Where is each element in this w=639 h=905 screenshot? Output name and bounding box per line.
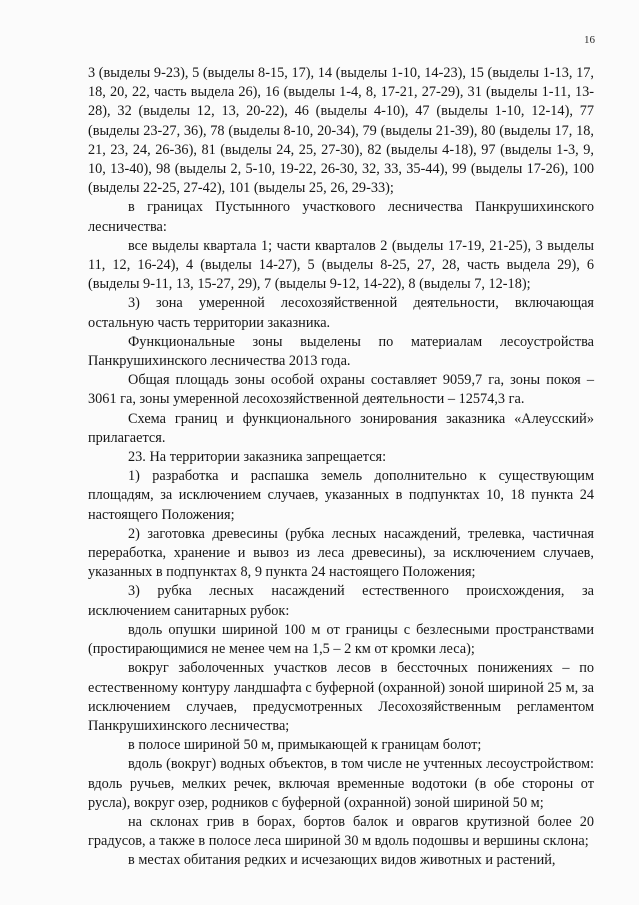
paragraph: вдоль (вокруг) водных объектов, в том числе не учтенных лесоустройством: вдоль ручьев, мелких речек, включая временные водотоки (в обе стороны от русла), вокруг озер, родников с буферной (охранной) зоной шириной 50 м; [88,756,594,811]
paragraph: 3) рубка лесных насаждений естественного происхождения, за исключением санитарных рубок: [88,583,594,619]
paragraph: 23. На территории заказника запрещается: [128,449,387,466]
paragraph: 3) зона умеренной лесохозяйственной деятельности, включающая остальную часть территории заказника. [88,295,594,331]
document-body [88,64,594,871]
paragraph: все выделы квартала 1; части кварталов 2 (выделы 17-19, 21-25), 3 выделы 11, 12, 16-24), 4 (выделы 14-27), 5 (выделы 8-25, 27, 28, часть выдела 29), 6 (выделы 9-11, 13, 15-27, 29), 7 (выделы 9-12, 14-22), 8 (выделы 7, 12-18); [88,237,594,293]
paragraph: Схема границ и функционального зонирования заказника «Алеусский» прилагается. [88,410,594,446]
paragraph: вдоль опушки шириной 100 м от границы с безлесными пространствами (простирающимися не менее чем на 1,5 – 2 км от кромки леса); [88,621,594,658]
paragraph: вокруг заболоченных участков лесов в бессточных понижениях – по естественному контуру ландшафта с буферной (охранной) зоной шириной 25 м, за исключением случаев, предусмотренных Лесохозяйственным регламентом Панкрушихинского лесничества; [88,660,594,734]
paragraph: 2) заготовка древесины (рубка лесных насаждений, трелевка, частичная переработка, хранение и вывоз из леса древесины), за исключением случаев, указанных в подпунктах 8, 9 пункта 24 настоящего Положения; [88,525,594,581]
paragraph: в местах обитания редких и исчезающих видов животных и растений, [128,852,556,869]
paragraph: Общая площадь зоны особой охраны составляет 9059,7 га, зоны покоя – 3061 га, зоны умеренной лесохозяйственной деятельности – 12574,3 га. [88,372,594,408]
paragraph: Функциональные зоны выделены по материалам лесоустройства Панкрушихинского лесничества 2013 года. [88,333,594,370]
paragraph: на склонах грив в борах, бортов балок и оврагов крутизной более 20 градусов, а также в полосе леса шириной 30 м вдоль подошвы и вершины склона; [88,813,594,850]
paragraph: в границах Пустынного участкового лесничества Панкрушихинского лесничества: [88,199,594,235]
paragraph: в полосе шириной 50 м, примыкающей к границам болот; [128,737,482,754]
page-number: 16 [584,34,595,46]
paragraph: 1) разработка и распашка земель дополнительно к существующим площадям, за исключением случаев, указанных в подпунктах 10, 18 пункта 24 настоящего Положения; [88,468,594,523]
paragraph: 3 (выделы 9-23), 5 (выделы 8-15, 17), 14 (выделы 1-10, 14-23), 15 (выделы 1-13, 17, 18, 20, 22, часть выдела 26), 16 (выделы 1-4, 8, 17-21, 27-29), 31 (выделы 1-11, 13-28), 32 (выделы 12, 13, 20-22), 46 (выделы 4-10), 47 (выделы 1-10, 12-14), 77 (выделы 23-27, 36), 78 (выделы 8-10, 20-34), 79 (выделы 21-39), 80 (выделы 17, 18, 21, 23, 24, 26-36), 81 (выделы 24, 25, 27-30), 82 (выделы 4-18), 97 (выделы 1-3, 9, 10, 13-40), 98 (выделы 2, 5-10, 19-22, 26-30, 32, 33, 35-44), 99 (выделы 17-26), 100 (выделы 22-25, 27-42), 101 (выделы 25, 26, 29-33); [88,65,594,197]
